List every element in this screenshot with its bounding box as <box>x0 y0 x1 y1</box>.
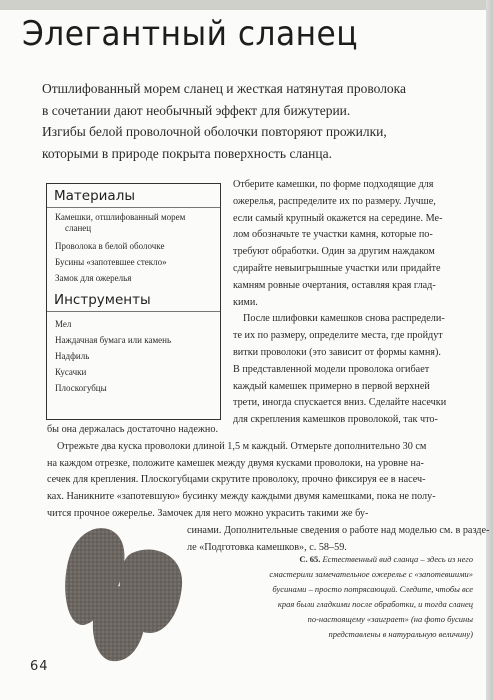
caption-line: края были гладкими после обработки, и тогда сланец <box>277 599 473 609</box>
text-line: каждый камешек примерно в первой верхней <box>233 380 430 392</box>
tool-item: Плоскогубцы <box>55 383 107 393</box>
text-line: сечек для крепления. Плоскогубцами скрутите проволоку, прочно фиксируя ее в насеч- <box>47 474 426 486</box>
text-line: ле «Подготовка камешков», с. 58–59. <box>187 541 347 553</box>
text-line: В представленной модели проволока огибает <box>233 363 430 375</box>
text-line: После шлифовки камешков снова распредели- <box>243 313 445 325</box>
text-line: ках. Наникните «запотевшую» бусинку между каждыми двумя камешками, пока не полу- <box>47 491 436 503</box>
text-line: те их по размеру, определите места, где пройдут <box>233 330 443 342</box>
materials-tools-box <box>46 183 221 420</box>
caption-line <box>268 552 473 567</box>
text-line: если самый крупный окажется на середине. Ме- <box>233 212 443 224</box>
page-title: Элегантный сланец <box>22 14 358 54</box>
slate-stones-photo <box>62 515 202 665</box>
text-line: витки проволоки (это зависит от формы камня). <box>233 346 441 358</box>
caption-label: С. 65. <box>299 554 321 564</box>
caption-line: представлены в натуральную величину) <box>328 629 473 639</box>
caption-line: бусинами – просто потрясающий. Следите, чтобы все <box>272 584 473 594</box>
text-line: требуют обработки. Один за другим наждаком <box>233 246 435 258</box>
tools-heading: Инструменты <box>54 292 151 308</box>
text-line: бы она держалась достаточно надежно. <box>47 424 219 435</box>
lead-line: Отшлифованный морем сланец и жесткая натянутая проволока <box>42 81 407 96</box>
text-line: сдирайте невыигрышные участки или придайте <box>233 262 441 274</box>
page-number: 64 <box>30 659 49 674</box>
text-line: лом обозначьте те участки камня, которые по- <box>233 229 433 241</box>
tool-item: Кусачки <box>55 367 87 377</box>
material-item: Камешки, отшлифованный морем <box>55 212 186 222</box>
tool-item: Мел <box>55 319 72 329</box>
slate-stone <box>93 586 146 661</box>
text-line: для скрепления камешков проволокой, так что- <box>233 414 438 426</box>
material-item: Проволока в белой оболочке <box>55 241 165 251</box>
tool-item: Надфиль <box>55 351 90 361</box>
lead-line: в сочетании дают необычный эффект для бижутерии. <box>42 102 351 118</box>
caption-text: Естественный вид сланца – здесь из него <box>322 554 473 564</box>
divider <box>47 311 220 312</box>
text-line: трети, иногда спускается вниз. Сделайте насечки <box>233 397 447 409</box>
tool-item: Наждачная бумага или камень <box>55 335 172 345</box>
material-item: Бусины «запотевшее стекло» <box>55 257 167 267</box>
text-line: камням ровные очертания, оставляя края глад- <box>233 279 436 291</box>
photo-caption <box>268 552 473 642</box>
top-edge-band <box>0 0 493 10</box>
caption-line: по-настоящему «заиграет» (на фото бусины <box>307 614 473 624</box>
page-spine-shadow <box>486 0 493 700</box>
lead-line: которыми в природе покрыта поверхность сланца. <box>42 145 332 161</box>
text-line: ожерелья, распределите их по размеру. Лучше, <box>233 195 436 207</box>
text-line: Отберите камешки, по форме подходящие для <box>233 179 434 190</box>
material-item: Замок для ожерелья <box>55 273 132 283</box>
text-line: синами. Дополнительные сведения о работе над моделью см. в разде- <box>187 524 490 536</box>
text-line: на каждом отрезке, положите камешек между двумя кусками проволоки, на уровне на- <box>47 457 424 469</box>
divider <box>47 207 220 208</box>
text-line: чится прочное ожерелье. Замочек для него можно украсить такими же бу- <box>47 507 369 519</box>
lead-paragraph <box>42 78 462 164</box>
text-line: Отрежьте два куска проволоки длиной 1,5 м каждый. Отмерьте дополнительно 30 см <box>57 440 427 452</box>
material-item: сланец <box>65 223 92 233</box>
lead-line: Изгибы белой проволочной оболочки повторяют прожилки, <box>42 124 387 139</box>
materials-heading: Материалы <box>54 188 135 204</box>
caption-line: смастерили замечательное ожерелье с «запотевшими» <box>269 569 473 579</box>
instructions-column <box>233 177 469 429</box>
text-line: кими. <box>233 296 258 308</box>
